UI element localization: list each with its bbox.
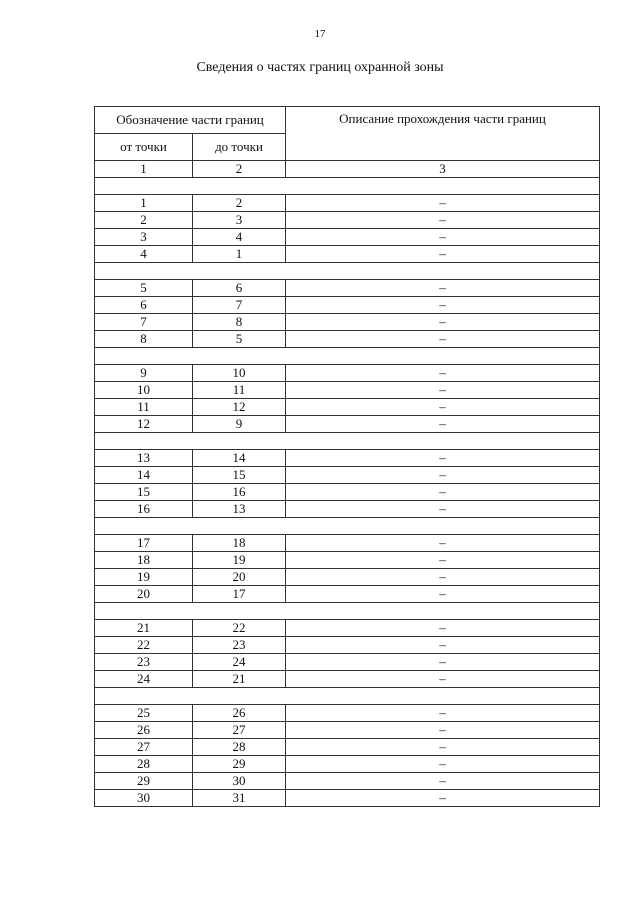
- to-point-cell: 18: [193, 535, 286, 552]
- description-cell: –: [286, 467, 600, 484]
- table-row: [95, 722, 600, 739]
- description-cell: –: [286, 297, 600, 314]
- table-row: [95, 756, 600, 773]
- table-row: [95, 586, 600, 603]
- from-point-cell: 4: [95, 246, 193, 263]
- description-cell: –: [286, 382, 600, 399]
- from-point-cell: 6: [95, 297, 193, 314]
- from-point-cell: 15: [95, 484, 193, 501]
- table-row: [95, 637, 600, 654]
- from-point-cell: 12: [95, 416, 193, 433]
- from-point-cell: 3: [95, 229, 193, 246]
- description-cell: –: [286, 586, 600, 603]
- group-separator-row: [95, 603, 600, 620]
- from-point-cell: 22: [95, 637, 193, 654]
- to-point-cell: 2: [193, 195, 286, 212]
- to-point-cell: 20: [193, 569, 286, 586]
- from-point-cell: 25: [95, 705, 193, 722]
- from-point-cell: 13: [95, 450, 193, 467]
- from-point-cell: 9: [95, 365, 193, 382]
- to-point-cell: 4: [193, 229, 286, 246]
- table-row: [95, 773, 600, 790]
- table-row: [95, 501, 600, 518]
- to-point-cell: 13: [193, 501, 286, 518]
- description-cell: –: [286, 484, 600, 501]
- table-row: [95, 195, 600, 212]
- to-point-cell: 16: [193, 484, 286, 501]
- separator-cell: [95, 688, 600, 705]
- group-separator-row: [95, 348, 600, 365]
- from-point-cell: 2: [95, 212, 193, 229]
- table-row: [95, 552, 600, 569]
- to-point-cell: 27: [193, 722, 286, 739]
- description-cell: –: [286, 552, 600, 569]
- column-number-3: 3: [286, 161, 600, 178]
- separator-cell: [95, 433, 600, 450]
- to-point-cell: 9: [193, 416, 286, 433]
- table-row: [95, 229, 600, 246]
- table-row: [95, 569, 600, 586]
- header-from-point: от точки: [95, 134, 193, 161]
- from-point-cell: 19: [95, 569, 193, 586]
- description-cell: –: [286, 314, 600, 331]
- to-point-cell: 17: [193, 586, 286, 603]
- group-separator-row: [95, 263, 600, 280]
- table-row: [95, 620, 600, 637]
- table-row: [95, 671, 600, 688]
- table-row: [95, 467, 600, 484]
- to-point-cell: 6: [193, 280, 286, 297]
- table-row: [95, 484, 600, 501]
- from-point-cell: 27: [95, 739, 193, 756]
- from-point-cell: 11: [95, 399, 193, 416]
- from-point-cell: 17: [95, 535, 193, 552]
- to-point-cell: 15: [193, 467, 286, 484]
- description-cell: –: [286, 705, 600, 722]
- to-point-cell: 11: [193, 382, 286, 399]
- from-point-cell: 14: [95, 467, 193, 484]
- boundary-table: [94, 106, 600, 807]
- column-number-2: 2: [193, 161, 286, 178]
- table-row: [95, 739, 600, 756]
- separator-cell: [95, 518, 600, 535]
- to-point-cell: 29: [193, 756, 286, 773]
- from-point-cell: 8: [95, 331, 193, 348]
- to-point-cell: 3: [193, 212, 286, 229]
- from-point-cell: 5: [95, 280, 193, 297]
- from-point-cell: 16: [95, 501, 193, 518]
- to-point-cell: 22: [193, 620, 286, 637]
- table-row: [95, 654, 600, 671]
- from-point-cell: 1: [95, 195, 193, 212]
- column-number-1: 1: [95, 161, 193, 178]
- table-row: [95, 246, 600, 263]
- page-number: 17: [314, 28, 326, 40]
- to-point-cell: 8: [193, 314, 286, 331]
- description-cell: –: [286, 501, 600, 518]
- description-cell: –: [286, 569, 600, 586]
- description-cell: –: [286, 654, 600, 671]
- description-cell: –: [286, 535, 600, 552]
- description-cell: –: [286, 790, 600, 807]
- table-row: [95, 314, 600, 331]
- from-point-cell: 23: [95, 654, 193, 671]
- from-point-cell: 20: [95, 586, 193, 603]
- table-row: [95, 280, 600, 297]
- to-point-cell: 24: [193, 654, 286, 671]
- to-point-cell: 21: [193, 671, 286, 688]
- to-point-cell: 26: [193, 705, 286, 722]
- table-row: [95, 365, 600, 382]
- description-cell: –: [286, 229, 600, 246]
- group-separator-row: [95, 688, 600, 705]
- description-cell: –: [286, 331, 600, 348]
- from-point-cell: 29: [95, 773, 193, 790]
- to-point-cell: 14: [193, 450, 286, 467]
- to-point-cell: 30: [193, 773, 286, 790]
- description-cell: –: [286, 637, 600, 654]
- description-cell: –: [286, 280, 600, 297]
- from-point-cell: 28: [95, 756, 193, 773]
- header-description: Описание прохождения части границ: [286, 107, 600, 161]
- group-separator-row: [95, 518, 600, 535]
- from-point-cell: 30: [95, 790, 193, 807]
- description-cell: –: [286, 620, 600, 637]
- table-row: [95, 297, 600, 314]
- to-point-cell: 7: [193, 297, 286, 314]
- description-cell: –: [286, 773, 600, 790]
- to-point-cell: 12: [193, 399, 286, 416]
- table-row: [95, 416, 600, 433]
- description-cell: –: [286, 416, 600, 433]
- table-row: [95, 705, 600, 722]
- header-group: Обозначение части границ: [95, 107, 286, 134]
- table-row: [95, 450, 600, 467]
- group-separator-row: [95, 433, 600, 450]
- to-point-cell: 5: [193, 331, 286, 348]
- from-point-cell: 7: [95, 314, 193, 331]
- description-cell: –: [286, 450, 600, 467]
- description-cell: –: [286, 739, 600, 756]
- table-row: [95, 382, 600, 399]
- description-cell: –: [286, 246, 600, 263]
- separator-cell: [95, 178, 600, 195]
- to-point-cell: 31: [193, 790, 286, 807]
- description-cell: –: [286, 756, 600, 773]
- to-point-cell: 10: [193, 365, 286, 382]
- table-row: [95, 399, 600, 416]
- table-row: [95, 535, 600, 552]
- separator-cell: [95, 348, 600, 365]
- to-point-cell: 19: [193, 552, 286, 569]
- table-row: [95, 331, 600, 348]
- to-point-cell: 1: [193, 246, 286, 263]
- description-cell: –: [286, 399, 600, 416]
- from-point-cell: 18: [95, 552, 193, 569]
- to-point-cell: 28: [193, 739, 286, 756]
- from-point-cell: 24: [95, 671, 193, 688]
- table-row: [95, 790, 600, 807]
- separator-cell: [95, 603, 600, 620]
- description-cell: –: [286, 212, 600, 229]
- description-cell: –: [286, 722, 600, 739]
- description-cell: –: [286, 671, 600, 688]
- description-cell: –: [286, 195, 600, 212]
- header-to-point: до точки: [193, 134, 286, 161]
- from-point-cell: 10: [95, 382, 193, 399]
- table-row: [95, 212, 600, 229]
- from-point-cell: 21: [95, 620, 193, 637]
- description-cell: –: [286, 365, 600, 382]
- to-point-cell: 23: [193, 637, 286, 654]
- page-title: Сведения о частях границ охранной зоны: [196, 60, 444, 75]
- group-separator-row: [95, 178, 600, 195]
- separator-cell: [95, 263, 600, 280]
- from-point-cell: 26: [95, 722, 193, 739]
